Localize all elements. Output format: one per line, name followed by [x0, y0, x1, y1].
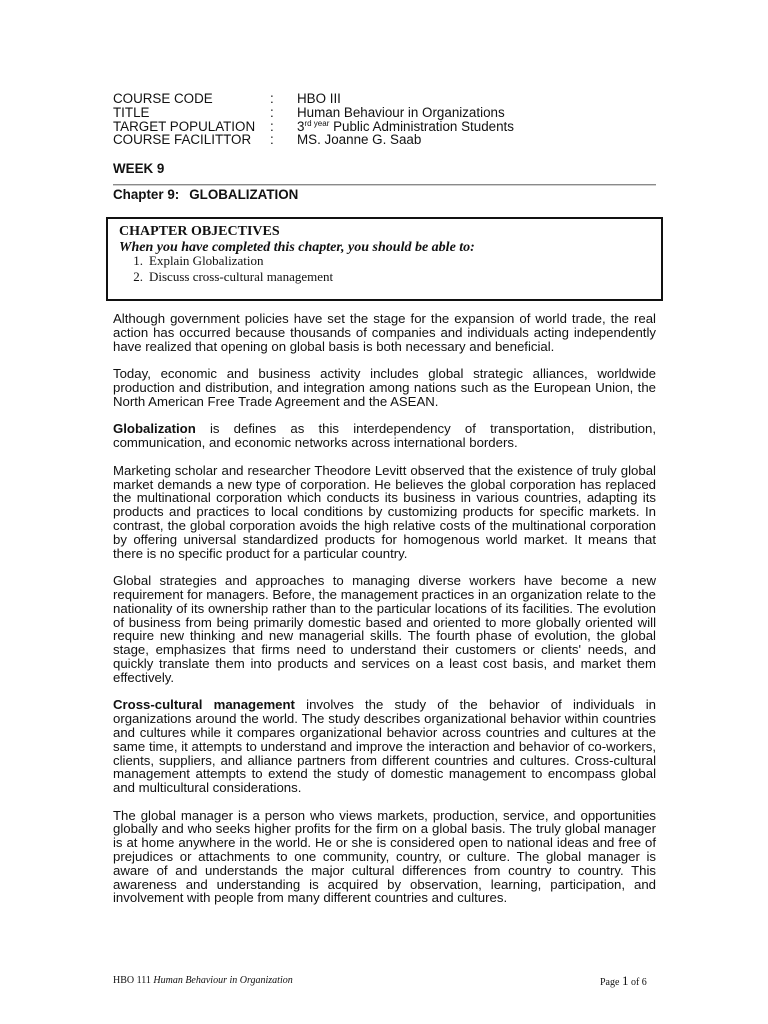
- header-row-title: [113, 106, 673, 120]
- week-heading: WEEK 9: [113, 161, 165, 176]
- header-row-facilitator: [113, 133, 673, 147]
- footer-page-number: [600, 973, 647, 989]
- chapter-heading: [113, 187, 298, 202]
- paragraph-levitt: Marketing scholar and researcher Theodore Levitt observed that the existence of truly global market demands a new type of corporation. He believes the global corporation has replaced the multinational corporation which conducts its business in various countries, adapting its products and practices to local conditions by customizing products for specific markets. In contrast, the global corporation avoids the high relative costs of the multinational corporation by offering universal standardized products for homogenous world market. It means that there is no specific product for a particular country.: [113, 462, 656, 561]
- paragraph-cross-cultural: [113, 698, 656, 795]
- footer-course-code: HBO 111: [113, 975, 151, 986]
- header-colon: :: [270, 132, 274, 148]
- paragraph-economic-activity: Today, economic and business activity includes global strategic alliances, worldwide production and distribution, and integration among nations such as the European Union, the North American Free Trade Agreement and the ASEAN.: [113, 366, 656, 409]
- paragraph-global-manager: The global manager is a person who views markets, production, service, and opportunities globally and who seeks higher profits for the firm on a global basis. The truly global manager is at home anywhere in the world. He or she is considered open to national ideas and free of prejudices or attachments to one community, country, or culture. The global manager is aware of and understands the major cultural differences from country to country. This awareness and understanding is acquired by observation, learning, participation, and involvement with people from many different countries and cultures.: [113, 807, 656, 906]
- objectives-heading: CHAPTER OBJECTIVES: [119, 224, 280, 239]
- header-colon: :: [270, 104, 274, 120]
- objective-item: [119, 269, 333, 285]
- header-row-course-code: [113, 92, 673, 106]
- footer-course: [113, 975, 293, 986]
- objective-number: 1.: [133, 253, 143, 268]
- chapter-title: GLOBALIZATION: [189, 187, 299, 202]
- objective-text: Discuss cross-cultural management: [149, 269, 334, 284]
- page-total: of 6: [630, 977, 647, 988]
- term-cross-cultural-management: Cross-cultural management: [113, 697, 295, 713]
- target-population-label: TARGET POPULATION: [113, 118, 256, 134]
- facilitator-label: COURSE FACILITTOR: [113, 132, 252, 148]
- chapter-number: Chapter 9:: [113, 187, 180, 202]
- horizontal-rule: [113, 184, 656, 186]
- header-colon: :: [270, 91, 274, 106]
- title-value: Human Behaviour in Organizations: [297, 104, 505, 120]
- title-label: TITLE: [113, 104, 150, 120]
- cross-cultural-text: involves the study of the behavior of individuals in organizations around the world. The study describes organizational behavior within countries and cultures while it compares organizational behavior across countries and cultures at the same time, it attempts to understand and improve the interaction and behavior of co-workers, clients, suppliers, and alliance partners from different countries and cultures. Cross-cultural management attempts to extend the study of domestic management to encompass global and multicultural considerations.: [113, 697, 656, 796]
- course-code-label: COURSE CODE: [113, 91, 213, 106]
- body-text: [113, 312, 656, 919]
- paragraph-global-strategies: Global strategies and approaches to managing diverse workers have become a new requirement for managers. Before, the management practices in an organization relate to the nationality of its ownership rather than to the particular locations of its facilities. The evolution of business from being primarily domestic based and oriented to more globally oriented will require new thinking and new managerial skills. The fourth phase of evolution, the global stage, emphasizes that firms need to understand their customers or clients' needs, and quickly translate them into products and services on a least cost basis, and market them effectively.: [113, 573, 656, 685]
- objective-text: Explain Globalization: [149, 253, 264, 268]
- target-population-value: [297, 120, 514, 134]
- facilitator-value: MS. Joanne G. Saab: [297, 132, 422, 148]
- term-globalization: Globalization: [113, 421, 196, 437]
- objective-item: [119, 253, 333, 269]
- objectives-subheading: When you have completed this chapter, you should be able to:: [119, 240, 475, 255]
- year-number: 3: [297, 118, 305, 134]
- course-header: [113, 92, 673, 147]
- page-current: 1: [621, 973, 629, 988]
- paragraph-world-trade: Although government policies have set the stage for the expansion of world trade, the real action has occurred because thousands of companies and individuals acting independently have realized that opening on global basis is both necessary and beneficial.: [113, 311, 656, 354]
- course-code-value: HBO III: [297, 91, 341, 106]
- year-superscript: rd year: [304, 118, 330, 128]
- header-colon: :: [270, 118, 274, 134]
- objectives-list: [119, 253, 333, 285]
- footer-course-title: Human Behaviour in Organization: [153, 975, 293, 986]
- target-population-text: Public Administration Students: [329, 118, 514, 134]
- chapter-objectives-box: [106, 217, 663, 301]
- paragraph-globalization-definition: [113, 422, 656, 450]
- page-label: Page: [600, 977, 620, 988]
- header-row-target-population: [113, 120, 673, 134]
- globalization-definition-text: is defines as this interdependency of transportation, distribution, communication, and economic networks across international borders.: [113, 421, 656, 451]
- objective-number: 2.: [133, 269, 143, 284]
